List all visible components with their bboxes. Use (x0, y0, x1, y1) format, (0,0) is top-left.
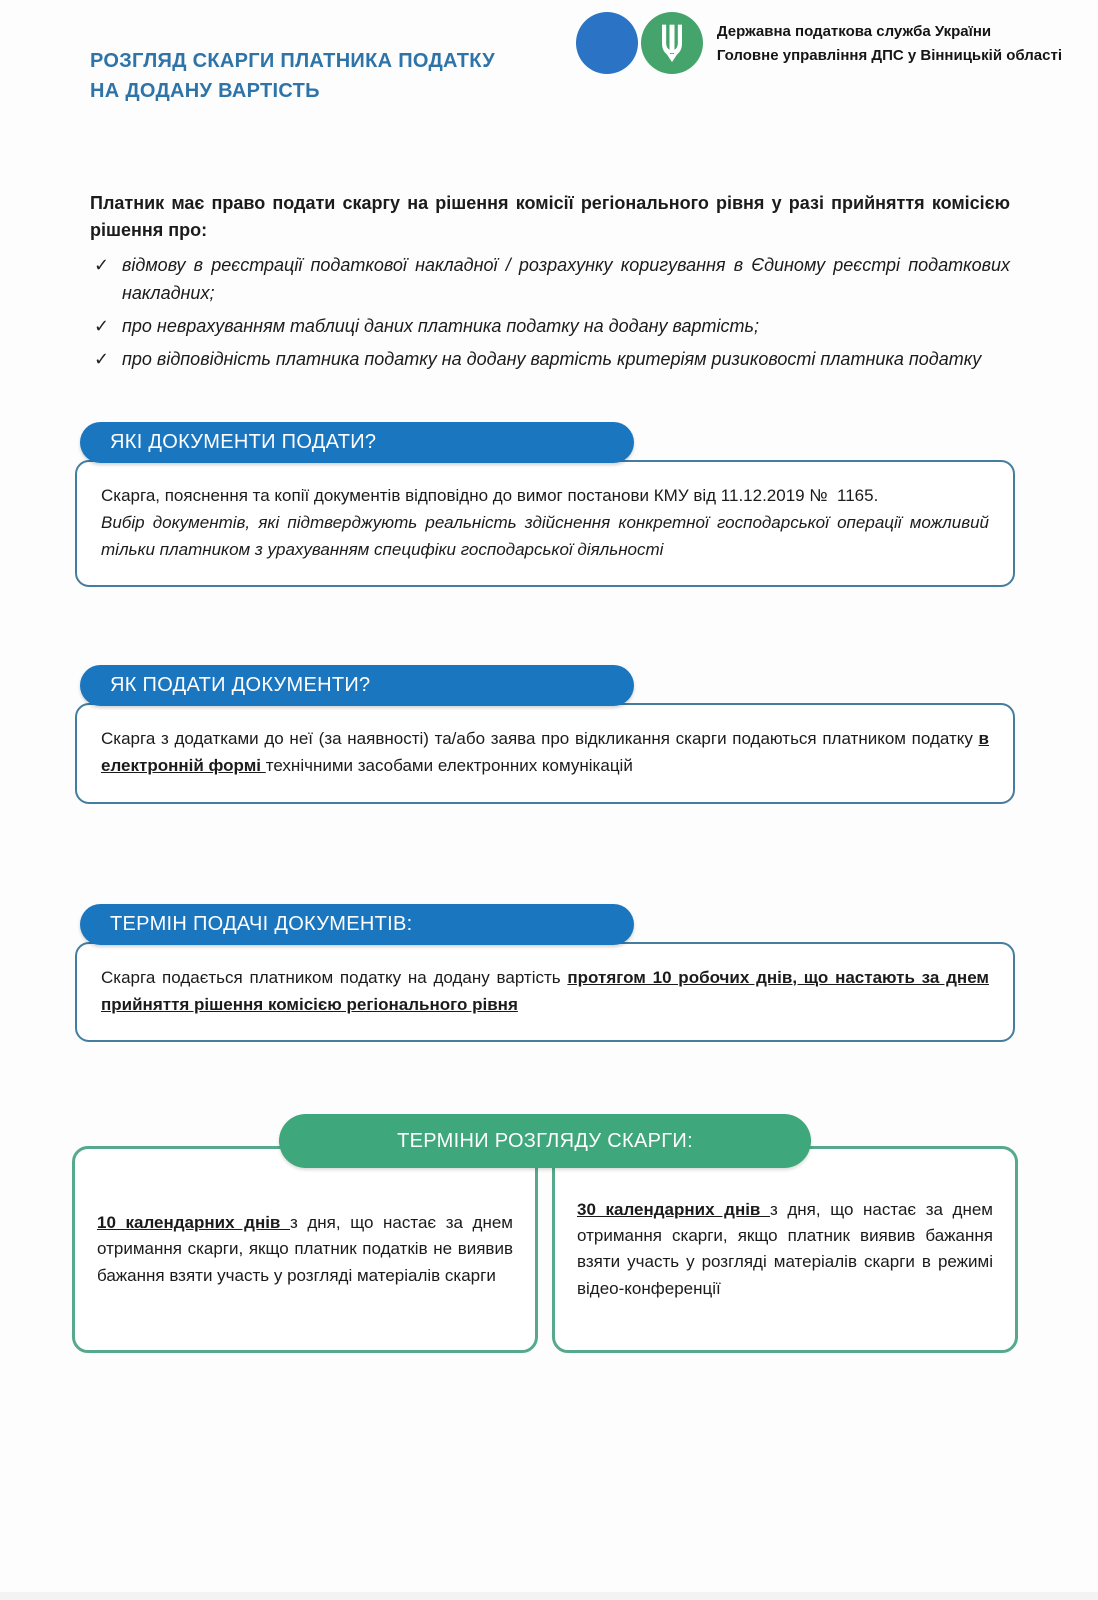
intro-bullet-text: про відповідність платника податку на додану вартість критеріям ризиковості платника податку (122, 348, 982, 369)
check-icon: ✓ (94, 315, 110, 336)
section-heading-pill: ТЕРМІН ПОДАЧІ ДОКУМЕНТІВ: (80, 904, 634, 945)
header (0, 0, 1098, 110)
section-which-documents (75, 422, 1015, 588)
org-name-line1: Державна податкова служба України (716, 23, 992, 40)
page-title-line2: НА ДОДАНУ ВАРТІСТЬ (90, 80, 320, 102)
intro-bullet (90, 313, 1010, 341)
intro-lead: Платник має право подати скаргу на рішення комісії регіонального рівня у разі прийняття комісією рішення про: (90, 193, 1010, 240)
check-icon: ✓ (94, 348, 110, 369)
brand-block (576, 12, 1062, 74)
page-title-line1: РОЗГЛЯД СКАРГИ ПЛАТНИКА ПОДАТКУ (90, 50, 496, 72)
section-body-box: Скарга з додатками до неї (за наявності) та/або заява про відкликання скарги подаються платником податку в електронній формі технічними засобами електронних комунікацій (75, 703, 1015, 803)
section-heading-pill: ЯК ПОДАТИ ДОКУМЕНТИ? (80, 665, 634, 706)
review-heading-pill: ТЕРМІНИ РОЗГЛЯДУ СКАРГИ: (279, 1114, 811, 1168)
intro-bullet-text: про неврахуванням таблиці даних платника податку на додану вартість; (122, 315, 759, 336)
org-name-line2: Головне управління ДПС у Вінницькій області (716, 47, 1062, 64)
section-body-box: Скарга подається платником податку на додану вартість протягом 10 робочих днів, що настають за днем прийняття рішення комісією регіонального рівня (75, 942, 1015, 1042)
org-name (717, 20, 1062, 68)
review-box-10-days (72, 1146, 538, 1353)
trident-icon (657, 23, 687, 63)
intro-bullet-text: відмову в реєстрації податкової накладної / розрахунку коригування в Єдиному реєстрі податкових накладних; (122, 255, 1010, 303)
review-box-text: 30 календарних днів з дня, що настає за днем отримання скарги, якщо платник виявив бажання взяти участь у розгляді матеріалів скарги в режимі відео-конференції (577, 1199, 993, 1298)
check-icon: ✓ (94, 255, 110, 275)
section-body-box: Скарга, пояснення та копії документів відповідно до вимог постанови КМУ від 11.12.2019 № 1165. Вибір документів, які підтверджують реальність здійснення конкретної господарської операції можливий тільки платником з урахуванням специфіки господарської діяльності (75, 460, 1015, 588)
section-heading-pill: ЯКІ ДОКУМЕНТИ ПОДАТИ? (80, 422, 634, 463)
intro (90, 190, 1010, 374)
intro-bullet (90, 252, 1010, 308)
bottom-edge-strip (0, 1592, 1098, 1600)
intro-bullet-list (90, 252, 1010, 374)
page-title (90, 46, 495, 106)
review-box-text: 10 календарних днів з дня, що настає за днем отримання скарги, якщо платник податків не виявив бажання взяти участь у розгляді матеріалів скарги (97, 1212, 513, 1285)
intro-bullet (90, 346, 1010, 374)
review-boxes-row (72, 1146, 1018, 1353)
dps-blue-circle-logo (576, 12, 638, 74)
section-how-to-submit (75, 665, 1015, 803)
section-review-terms (72, 1114, 1018, 1353)
trident-logo (641, 12, 703, 74)
section-submission-term (75, 904, 1015, 1042)
review-box-30-days (552, 1146, 1018, 1353)
